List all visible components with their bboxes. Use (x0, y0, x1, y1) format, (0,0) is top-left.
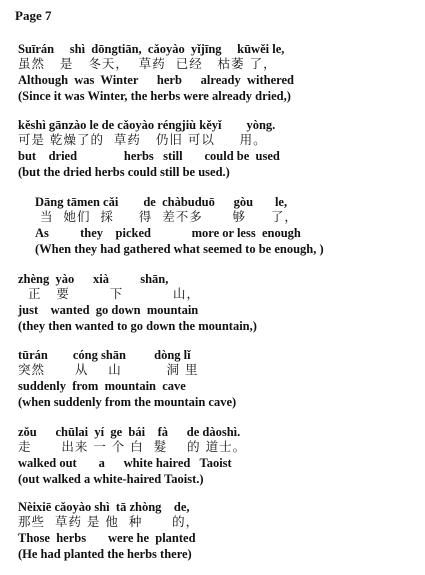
translation-line: (Since it was Winter, the herbs were already dried,) (18, 89, 291, 103)
chinese-line: 走 出来 一 个 白 髮 的 道士。 (18, 439, 247, 454)
gloss-line: but dried herbs still could be used (18, 149, 280, 163)
pinyin-line: Dāng tāmen cǎi de chàbuduō gòu le, (35, 195, 288, 209)
gloss-line: Those herbs were he planted (18, 531, 196, 545)
gloss-line: just wanted go down mountain (18, 303, 199, 317)
translation-line: (they then wanted to go down the mountain,) (18, 319, 257, 333)
chinese-line: 当 她们 採 得 差不多 够 了， (40, 209, 298, 224)
chinese-line: 那些 草药 是 他 种 的， (18, 514, 200, 529)
translation-line: (out walked a white-haired Taoist.) (18, 472, 204, 486)
page-title: Page 7 (15, 8, 52, 23)
pinyin-line: Suīrán shì dōngtiān, cǎoyào yǐjīng kūwěi le, (18, 42, 285, 56)
translation-line: (but the dried herbs could still be used.) (18, 165, 230, 179)
pinyin-line: tūrán cóng shān dòng lǐ (18, 348, 191, 362)
gloss-line: walked out a white haired Taoist (18, 456, 232, 470)
pinyin-line: Nèixiē cǎoyào shì tā zhòng de, (18, 500, 190, 514)
pinyin-line: zhèng yào xià shān, (18, 272, 169, 286)
gloss-line: Although was Winter herb already withered (18, 73, 294, 87)
translation-line: (He had planted the herbs there) (18, 547, 192, 561)
chinese-line: 虽然 是 冬天， 草药 已经 枯萎 了， (18, 56, 277, 71)
translation-line: (When they had gathered what seemed to be enough, ) (35, 242, 324, 256)
gloss-line: As they picked more or less enough (35, 226, 301, 240)
translation-line: (when suddenly from the mountain cave) (18, 395, 237, 409)
chinese-line: 可是 乾燥了的 草药 仍旧 可以 用。 (18, 132, 267, 147)
chinese-line: 突然 从 山 洞 里 (18, 362, 199, 377)
chinese-line: 正 要 下 山， (28, 286, 200, 301)
pinyin-line: kěshì gānzào le de cǎoyào réngjiù kěyǐ yòng. (18, 118, 276, 132)
pinyin-line: zǒu chūlai yí ge bái fà de dàoshì. (18, 425, 241, 439)
gloss-line: suddenly from mountain cave (18, 379, 186, 393)
